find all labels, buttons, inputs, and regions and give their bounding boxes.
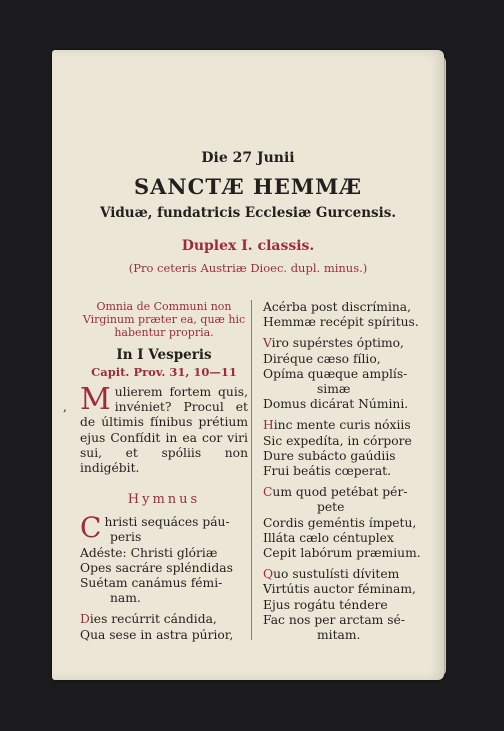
column-divider bbox=[251, 300, 252, 640]
stanza-initial: V bbox=[263, 336, 272, 351]
saint-title: SANCTÆ HEMMÆ bbox=[133, 174, 363, 199]
stanza-initial: C bbox=[263, 485, 273, 500]
verse-line: Opes sacráre spléndidas bbox=[80, 560, 233, 575]
verse-line: pete bbox=[317, 500, 345, 515]
verse-line: Sic expedíta, in córpore bbox=[263, 433, 412, 448]
verse-line-text: inc mente curis nóxiis bbox=[273, 418, 411, 433]
left-column bbox=[80, 300, 248, 649]
hymn-stanza bbox=[263, 485, 423, 561]
hymnus-heading: Hymnus bbox=[127, 492, 201, 508]
saint-subtitle: Viduæ, fundatricis Ecclesiæ Gurcensis. bbox=[99, 205, 397, 221]
verse-line: Virtútis auctor féminam, bbox=[263, 582, 416, 597]
verse-line: Adéste: Christi glóriæ bbox=[80, 545, 218, 560]
stray-mark: , bbox=[63, 400, 67, 414]
verse-line: Hemmæ recépit spíritus. bbox=[263, 315, 419, 330]
hymn-stanza bbox=[263, 418, 423, 479]
stanza-dropcap: C bbox=[80, 511, 102, 545]
verse-line bbox=[263, 485, 423, 500]
stanza-initial: H bbox=[263, 418, 274, 433]
chapter-text bbox=[80, 382, 248, 476]
verse-line: Cordis geméntis ímpetu, bbox=[263, 515, 417, 530]
hymn-stanza bbox=[263, 567, 423, 643]
chapter-reference: Capit. Prov. 31, 10—11 bbox=[91, 365, 237, 379]
verse-line: mitam. bbox=[317, 628, 361, 643]
chapter-body: ulierem fortem quis, invéniet? Procul et de últimis fínibus prétium ejus Confídit in ea cor viri sui, et spóliis non indigébit. bbox=[80, 385, 248, 476]
verse-line: Fac nos per arctam sé- bbox=[263, 612, 405, 627]
verse-line: Qua sese in astra púrior, bbox=[80, 627, 234, 642]
feast-rank: Duplex I. classis. bbox=[181, 238, 315, 254]
verse-line-text: um quod petébat pér- bbox=[272, 485, 408, 500]
verse-line: Suétam canámus fémi- bbox=[80, 576, 223, 591]
vespers-title: In I Vesperis bbox=[116, 347, 212, 363]
stanza-initial: D bbox=[80, 612, 90, 627]
verse-line bbox=[263, 336, 423, 351]
verse-line-text: uo sustulísti dívitem bbox=[273, 567, 400, 582]
right-column bbox=[263, 300, 423, 649]
verse-line: nam. bbox=[110, 591, 141, 606]
stanza-initial: Q bbox=[263, 567, 274, 582]
verse-line: peris bbox=[110, 530, 142, 545]
verse-line: Domus dicárat Númini. bbox=[263, 397, 409, 412]
verse-line bbox=[263, 418, 423, 433]
verse-line: Frui beátis cœperat. bbox=[263, 464, 392, 479]
hymn-stanza bbox=[263, 336, 423, 412]
diocese-note: (Pro ceteris Austriæ Dioec. dupl. minus.) bbox=[128, 261, 368, 275]
verse-line: hristi sequáces páu- bbox=[104, 515, 230, 530]
verse-line: Cepit labórum præmium. bbox=[263, 546, 421, 561]
verse-line-text: ies recúrrit cándida, bbox=[89, 612, 217, 627]
hymn-stanza bbox=[80, 612, 248, 642]
hymn-stanza bbox=[80, 511, 248, 606]
verse-line: Acérba post discrímina, bbox=[263, 300, 412, 314]
verse-line: Illáta cælo céntuplex bbox=[263, 530, 394, 545]
verse-line: Ejus rogátu téndere bbox=[263, 597, 388, 612]
verse-line: Dure subácto gaúdiis bbox=[263, 448, 396, 463]
chapter-dropcap: M bbox=[80, 382, 111, 417]
verse-line-text: iro supérstes óptimo, bbox=[271, 336, 404, 351]
feast-date: Die 27 Junii bbox=[201, 150, 295, 166]
verse-line: Opíma quæque amplís- bbox=[263, 366, 408, 381]
rubric-text: Omnia de Communi non Virginum præter ea, quæ hic habentur propria. bbox=[82, 300, 246, 339]
hymn-stanza bbox=[263, 300, 423, 330]
verse-line: Diréque cæso fílio, bbox=[263, 351, 381, 366]
verse-line bbox=[263, 567, 423, 582]
verse-line: simæ bbox=[317, 382, 351, 397]
verse-line bbox=[80, 612, 248, 627]
